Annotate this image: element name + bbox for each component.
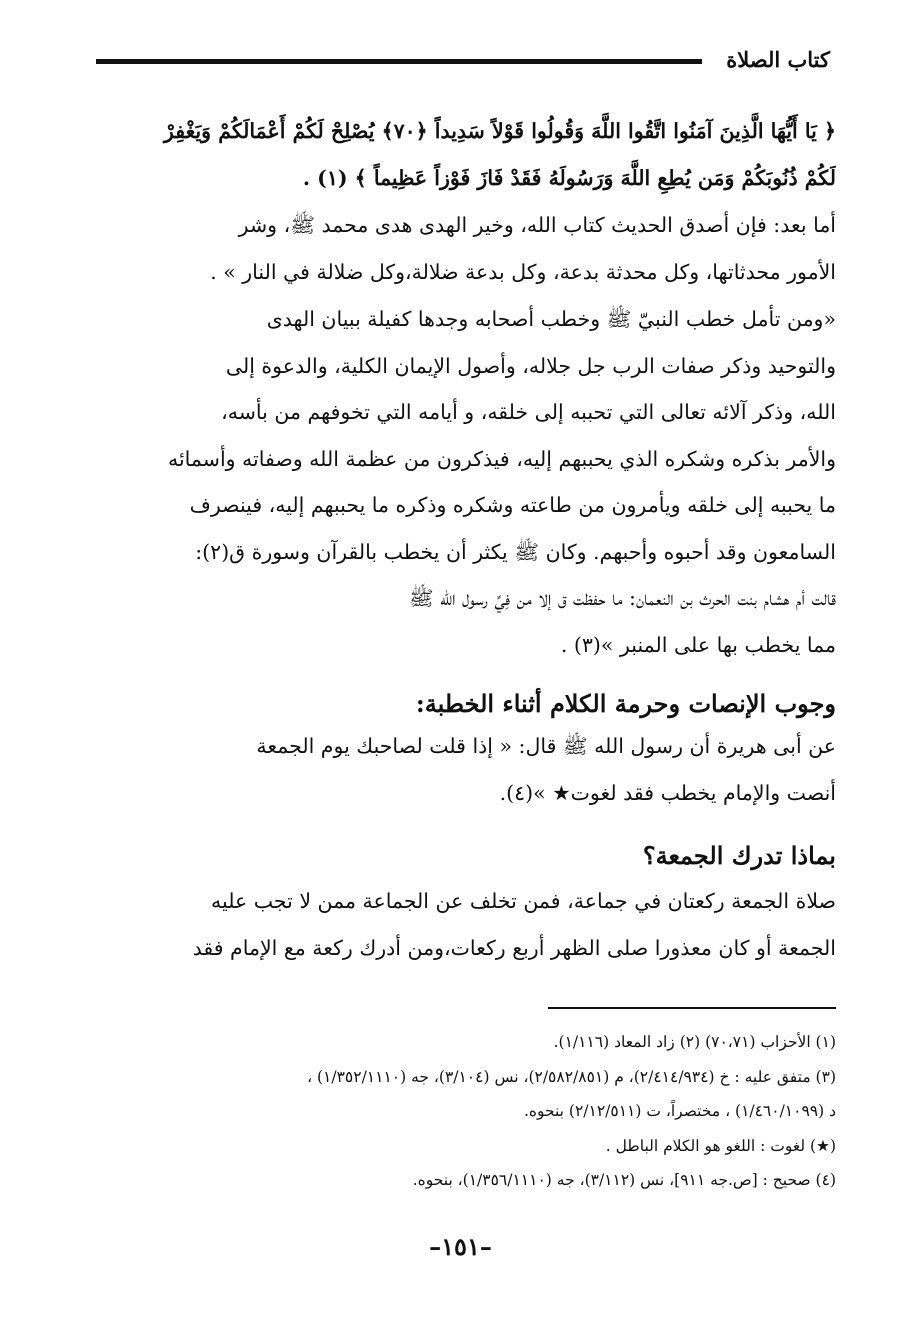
- paragraph-line: الأمور محدثاتها، وكل محدثة بدعة، وكل بدعة ضلالة،وكل ضلالة في النار » .: [210, 259, 836, 284]
- paragraph-line: والتوحيد وذكر صفات الرب جل جلاله، وأصول الإيمان الكلية، والدعوة إلى: [225, 353, 836, 378]
- paragraph-jumua: [105, 878, 836, 971]
- footnote-1: (١) الأحزاب (٧٠،٧١): [705, 1033, 836, 1051]
- verse-line: لَكُمْ ذُنُوبَكُمْ وَمَن يُطِعِ اللَّهَ وَرَسُولَهُ فَقَدْ فَازَ فَوْزاً عَظِيماً ﴾ (١) .: [302, 165, 836, 190]
- paragraph-line: الجمعة أو كان معذورا صلى الظهر أربع ركعات،ومن أدرك ركعة مع الإمام فقد: [192, 935, 836, 960]
- paragraph-amma-baad: [105, 202, 836, 295]
- section-heading-jumua: بماذا تدرك الجمعة؟: [642, 841, 836, 870]
- footnote-2: (٢) زاد المعاد (١/١١٦).: [553, 1033, 701, 1051]
- paragraph-line: قالت أم هشام بنت الحرث بن النعمان: ما حفظت ق إلا من فِيِّ رسول الله ﷺ: [408, 586, 836, 610]
- chapter-title: كتاب الصلاة: [726, 47, 830, 72]
- paragraph-insat: [105, 723, 836, 816]
- section-heading-insat: وجوب الإنصات وحرمة الكلام أثناء الخطبة:: [415, 689, 836, 718]
- footnote-star: (★) لغوت : اللغو هو الكلام الباطل .: [605, 1136, 836, 1155]
- page-number: –١٥١–: [429, 1232, 492, 1261]
- paragraph-line: السامعون وقد أحبوه وأحبهم. وكان ﷺ يكثر أن يخطب بالقرآن وسورة ق(٢):: [195, 539, 836, 564]
- footnote-3: (٣) متفق عليه : خ (٢/٤١٤/٩٣٤)، م (٢/٥٨٢/٨٥١)، نس (٣/١٠٤)، جه (١/٣٥٢/١١١٠) ،: [307, 1067, 836, 1086]
- footnotes: [100, 1025, 836, 1198]
- paragraph-line: أما بعد: فإن أصدق الحديث كتاب الله، وخير الهدى هدى محمد ﷺ، وشر: [238, 213, 836, 237]
- footnote-row: [100, 1025, 836, 1060]
- paragraph-line: صلاة الجمعة ركعتان في جماعة، فمن تخلف عن الجماعة ممن لا تجب عليه: [211, 889, 836, 913]
- paragraph-line: الله، وذكر آلائه تعالى التي تحببه إلى خلقه، و أيامه التي تخوفهم من بأسه،: [221, 400, 836, 424]
- verse-line: ﴿ يَا أَيُّهَا الَّذِينَ آمَنُوا اتَّقُوا اللَّهَ وَقُولُوا قَوْلاً سَدِيداً ﴿٧٠﴾ يُصْلِحْ لَكُمْ أَعْمَالَكُمْ وَيَغْفِرْ: [163, 119, 836, 143]
- paragraph-khutab: [105, 296, 836, 668]
- footnote-rule: [548, 1007, 836, 1009]
- quran-verse: [105, 108, 836, 201]
- paragraph-line: «ومن تأمل خطب النبيّ ﷺ وخطب أصحابه وجدها كفيلة ببيان الهدى: [266, 307, 836, 331]
- paragraph-line: مما يخطب بها على المنبر »(٣) .: [560, 632, 836, 657]
- paragraph-line: أنصت والإمام يخطب فقد لغوت★ »(٤).: [499, 780, 836, 805]
- running-header: [96, 44, 830, 80]
- paragraph-line: ما يحببه إلى خلقه ويأمرون من طاعته وشكره وذكره ما يحببهم إليه، فينصرف: [189, 493, 836, 517]
- footnote-4: (٤) صحيح : [ص.جه ٩١١]، نس (٣/١١٢)، جه (١/٣٥٦/١١١٠)، بنحوه.: [412, 1171, 836, 1189]
- header-rule: [96, 59, 702, 64]
- paragraph-line: عن أبى هريرة أن رسول الله ﷺ قال: « إذا قلت لصاحبك يوم الجمعة: [256, 734, 836, 758]
- paragraph-line: والأمر بذكره وشكره الذي يحببهم إليه، فيذكرون من عظمة الله وصفاته وأسمائه: [167, 446, 836, 471]
- footnote-3-continuation: د (١/٤٦٠/١٠٩٩) ، مختصراً، ت (٢/١٢/٥١١) بنحوه.: [523, 1102, 836, 1120]
